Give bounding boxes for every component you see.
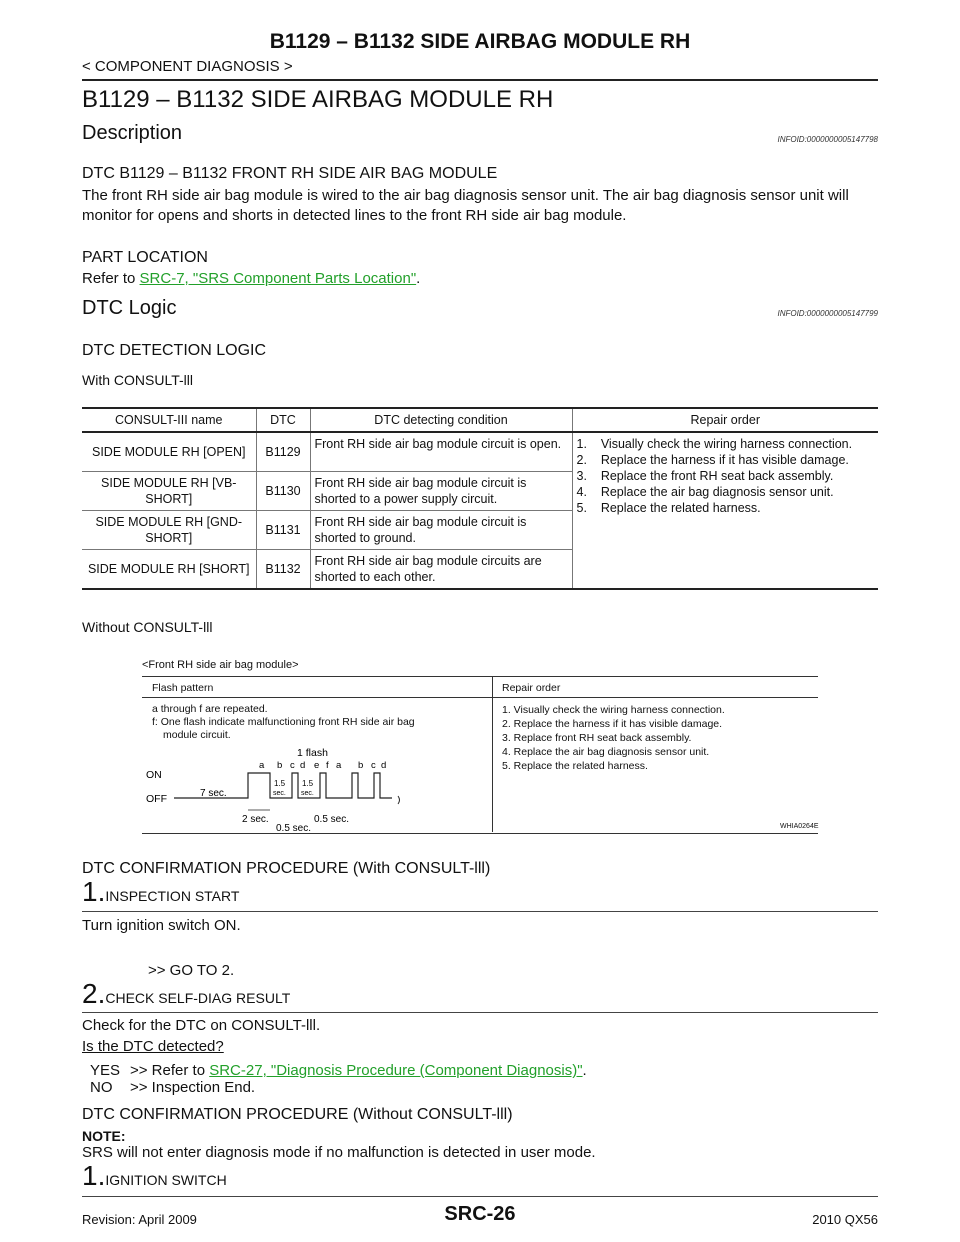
footer-page-number: SRC-26 (444, 1203, 516, 1225)
dtc-logic-heading: DTC Logic (82, 297, 177, 319)
description-text: The front RH side air bag module is wired to the air bag diagnosis sensor unit. The air bag diagnosis sensor unit will monitor for opens and shorts in detected lines to the front RH side air bag module. (82, 187, 849, 224)
confirmation-with-heading: DTC CONFIRMATION PROCEDURE (With CONSULT-lll) (82, 860, 491, 877)
yes-suffix: . (582, 1062, 587, 1079)
step-1-heading (82, 876, 239, 908)
without-step-1-heading (82, 1160, 227, 1192)
half-sec-label-a: 0.5 sec. (276, 823, 312, 832)
cell-name: SIDE MODULE RH [VB-SHORT] (82, 471, 256, 510)
cell-name: SIDE MODULE RH [SHORT] (82, 549, 256, 589)
step-2-number: 2. (82, 978, 106, 1009)
t15b-label: 1.5 (302, 779, 314, 788)
waveform-break (398, 796, 400, 804)
description-heading: Description (82, 122, 183, 144)
with-consult-label: With CONSULT-lll (82, 372, 193, 388)
description-infoid: INFOID:0000000005147798 (777, 135, 878, 144)
cell-dtc: B1130 (256, 471, 310, 510)
footer-model: 2010 QX56 (812, 1212, 878, 1227)
col-condition: DTC detecting condition (310, 408, 572, 432)
flash-desc-3: module circuit. (163, 729, 231, 741)
dtc-table (82, 407, 878, 590)
no-text: >> Inspection End. (130, 1079, 256, 1096)
without-step-1-number: 1. (82, 1160, 106, 1191)
flash-figure-title: <Front RH side air bag module> (142, 659, 299, 671)
letter-f: f (326, 760, 329, 771)
src-7-link[interactable]: SRC-7, "SRS Component Parts Location" (139, 270, 417, 287)
repair-step: 3. Replace the front RH seat back assembly. (576, 469, 834, 483)
flash-repair-header: Repair order (502, 682, 561, 694)
letter-b2: b (358, 760, 364, 771)
without-step-1-title: IGNITION SWITCH (105, 1172, 227, 1188)
step-2-question: Is the DTC detected? (82, 1038, 224, 1055)
part-location-heading: PART LOCATION (82, 249, 208, 266)
note-label: NOTE: (82, 1128, 126, 1144)
step-1-text: Turn ignition switch ON. (82, 917, 241, 934)
without-consult-label: Without CONSULT-lll (82, 619, 213, 635)
footer-revision: Revision: April 2009 (82, 1212, 197, 1227)
flash-repair-step: 1. Visually check the wiring harness connection. (502, 704, 725, 716)
step-2-title: CHECK SELF-DIAG RESULT (105, 990, 291, 1006)
one-flash-label: 1 flash (297, 747, 328, 759)
header-rule (82, 79, 878, 81)
step-1-goto: >> GO TO 2. (148, 962, 235, 979)
cell-condition: Front RH side air bag module circuits are shorted to each other. (310, 549, 572, 589)
flash-figure-divider (492, 676, 493, 832)
cell-condition: Front RH side air bag module circuit is shorted to a power supply circuit. (310, 471, 572, 510)
yes-prefix: >> Refer to (130, 1062, 210, 1079)
flash-desc-1: a through f are repeated. (152, 703, 268, 715)
cell-dtc: B1132 (256, 549, 310, 589)
letter-d2: d (381, 760, 387, 771)
repair-step: 2. Replace the harness if it has visible damage. (576, 453, 849, 467)
src-27-link[interactable]: SRC-27, "Diagnosis Procedure (Component Diagnosis)" (209, 1062, 583, 1079)
letter-a: a (259, 760, 265, 771)
flash-pattern-header: Flash pattern (152, 682, 214, 694)
repair-step: 1. Visually check the wiring harness connection. (576, 437, 853, 451)
figure-id: WHIA0264E (780, 823, 819, 830)
refer-prefix: Refer to (82, 270, 140, 287)
letter-c: c (290, 760, 295, 771)
step-2-rule (82, 1012, 878, 1013)
sec-label-a: sec. (273, 790, 286, 797)
flash-repair-step: 5. Replace the related harness. (502, 760, 648, 772)
cell-dtc: B1131 (256, 510, 310, 549)
col-repair: Repair order (572, 408, 878, 432)
dtc-module-heading: DTC B1129 – B1132 FRONT RH SIDE AIR BAG MODULE (82, 165, 498, 182)
cell-dtc: B1129 (256, 432, 310, 471)
refer-suffix: . (416, 270, 421, 287)
off-label: OFF (146, 793, 167, 805)
half-sec-label-b: 0.5 sec. (314, 814, 350, 825)
repair-step: 4. Replace the air bag diagnosis sensor unit. (576, 485, 834, 499)
seven-sec-label: 7 sec. (200, 788, 227, 799)
dtc-logic-infoid: INFOID:0000000005147799 (777, 309, 878, 318)
flash-repair-list (502, 703, 725, 773)
flash-figure-header-rule (142, 697, 818, 698)
flash-repair-step: 3. Replace front RH seat back assembly. (502, 732, 692, 744)
sec-label-b: sec. (301, 790, 314, 797)
no-row (90, 1078, 890, 1098)
dtc-detection-heading: DTC DETECTION LOGIC (82, 342, 267, 359)
dtc-table-header (82, 408, 878, 432)
cell-repair-order (572, 432, 878, 589)
letter-e: e (314, 760, 320, 771)
note-text: SRS will not enter diagnosis mode if no malfunction is detected in user mode. (82, 1144, 596, 1161)
flash-letters (259, 760, 386, 771)
step-1-title: INSPECTION START (105, 888, 240, 904)
table-row (82, 432, 878, 471)
section-title: B1129 – B1132 SIDE AIRBAG MODULE RH (82, 86, 554, 113)
col-dtc: DTC (256, 408, 310, 432)
without-step-1-rule (82, 1196, 878, 1197)
cell-name: SIDE MODULE RH [OPEN] (82, 432, 256, 471)
letter-b: b (277, 760, 283, 771)
flash-timing-diagram (142, 740, 492, 832)
flash-repair-step: 4. Replace the air bag diagnosis sensor unit. (502, 746, 710, 758)
flash-desc-2: f: One flash indicate malfunctioning front RH side air bag (152, 716, 415, 728)
step-1-rule (82, 911, 878, 912)
letter-c2: c (371, 760, 376, 771)
on-label: ON (146, 769, 162, 781)
running-header-subtitle: < COMPONENT DIAGNOSIS > (82, 58, 293, 75)
cell-name: SIDE MODULE RH [GND-SHORT] (82, 510, 256, 549)
step-2-text: Check for the DTC on CONSULT-lll. (82, 1017, 321, 1034)
step-1-number: 1. (82, 876, 106, 907)
step-2-heading (82, 978, 290, 1010)
cell-condition: Front RH side air bag module circuit is open. (310, 432, 572, 471)
flash-repair-step: 2. Replace the harness if it has visible damage. (502, 718, 723, 730)
cell-condition: Front RH side air bag module circuit is shorted to ground. (310, 510, 572, 549)
t15a-label: 1.5 (274, 779, 286, 788)
two-sec-label: 2 sec. (242, 814, 269, 825)
no-label: NO (90, 1079, 113, 1096)
letter-d: d (300, 760, 306, 771)
confirmation-without-heading: DTC CONFIRMATION PROCEDURE (Without CONSULT-lll) (82, 1106, 513, 1123)
col-consult-name: CONSULT-III name (82, 408, 256, 432)
repair-step: 5. Replace the related harness. (576, 501, 761, 515)
letter-a2: a (336, 760, 342, 771)
part-location-reference (82, 269, 882, 289)
yes-label: YES (90, 1062, 121, 1079)
running-header-title: B1129 – B1132 SIDE AIRBAG MODULE RH (269, 30, 691, 53)
